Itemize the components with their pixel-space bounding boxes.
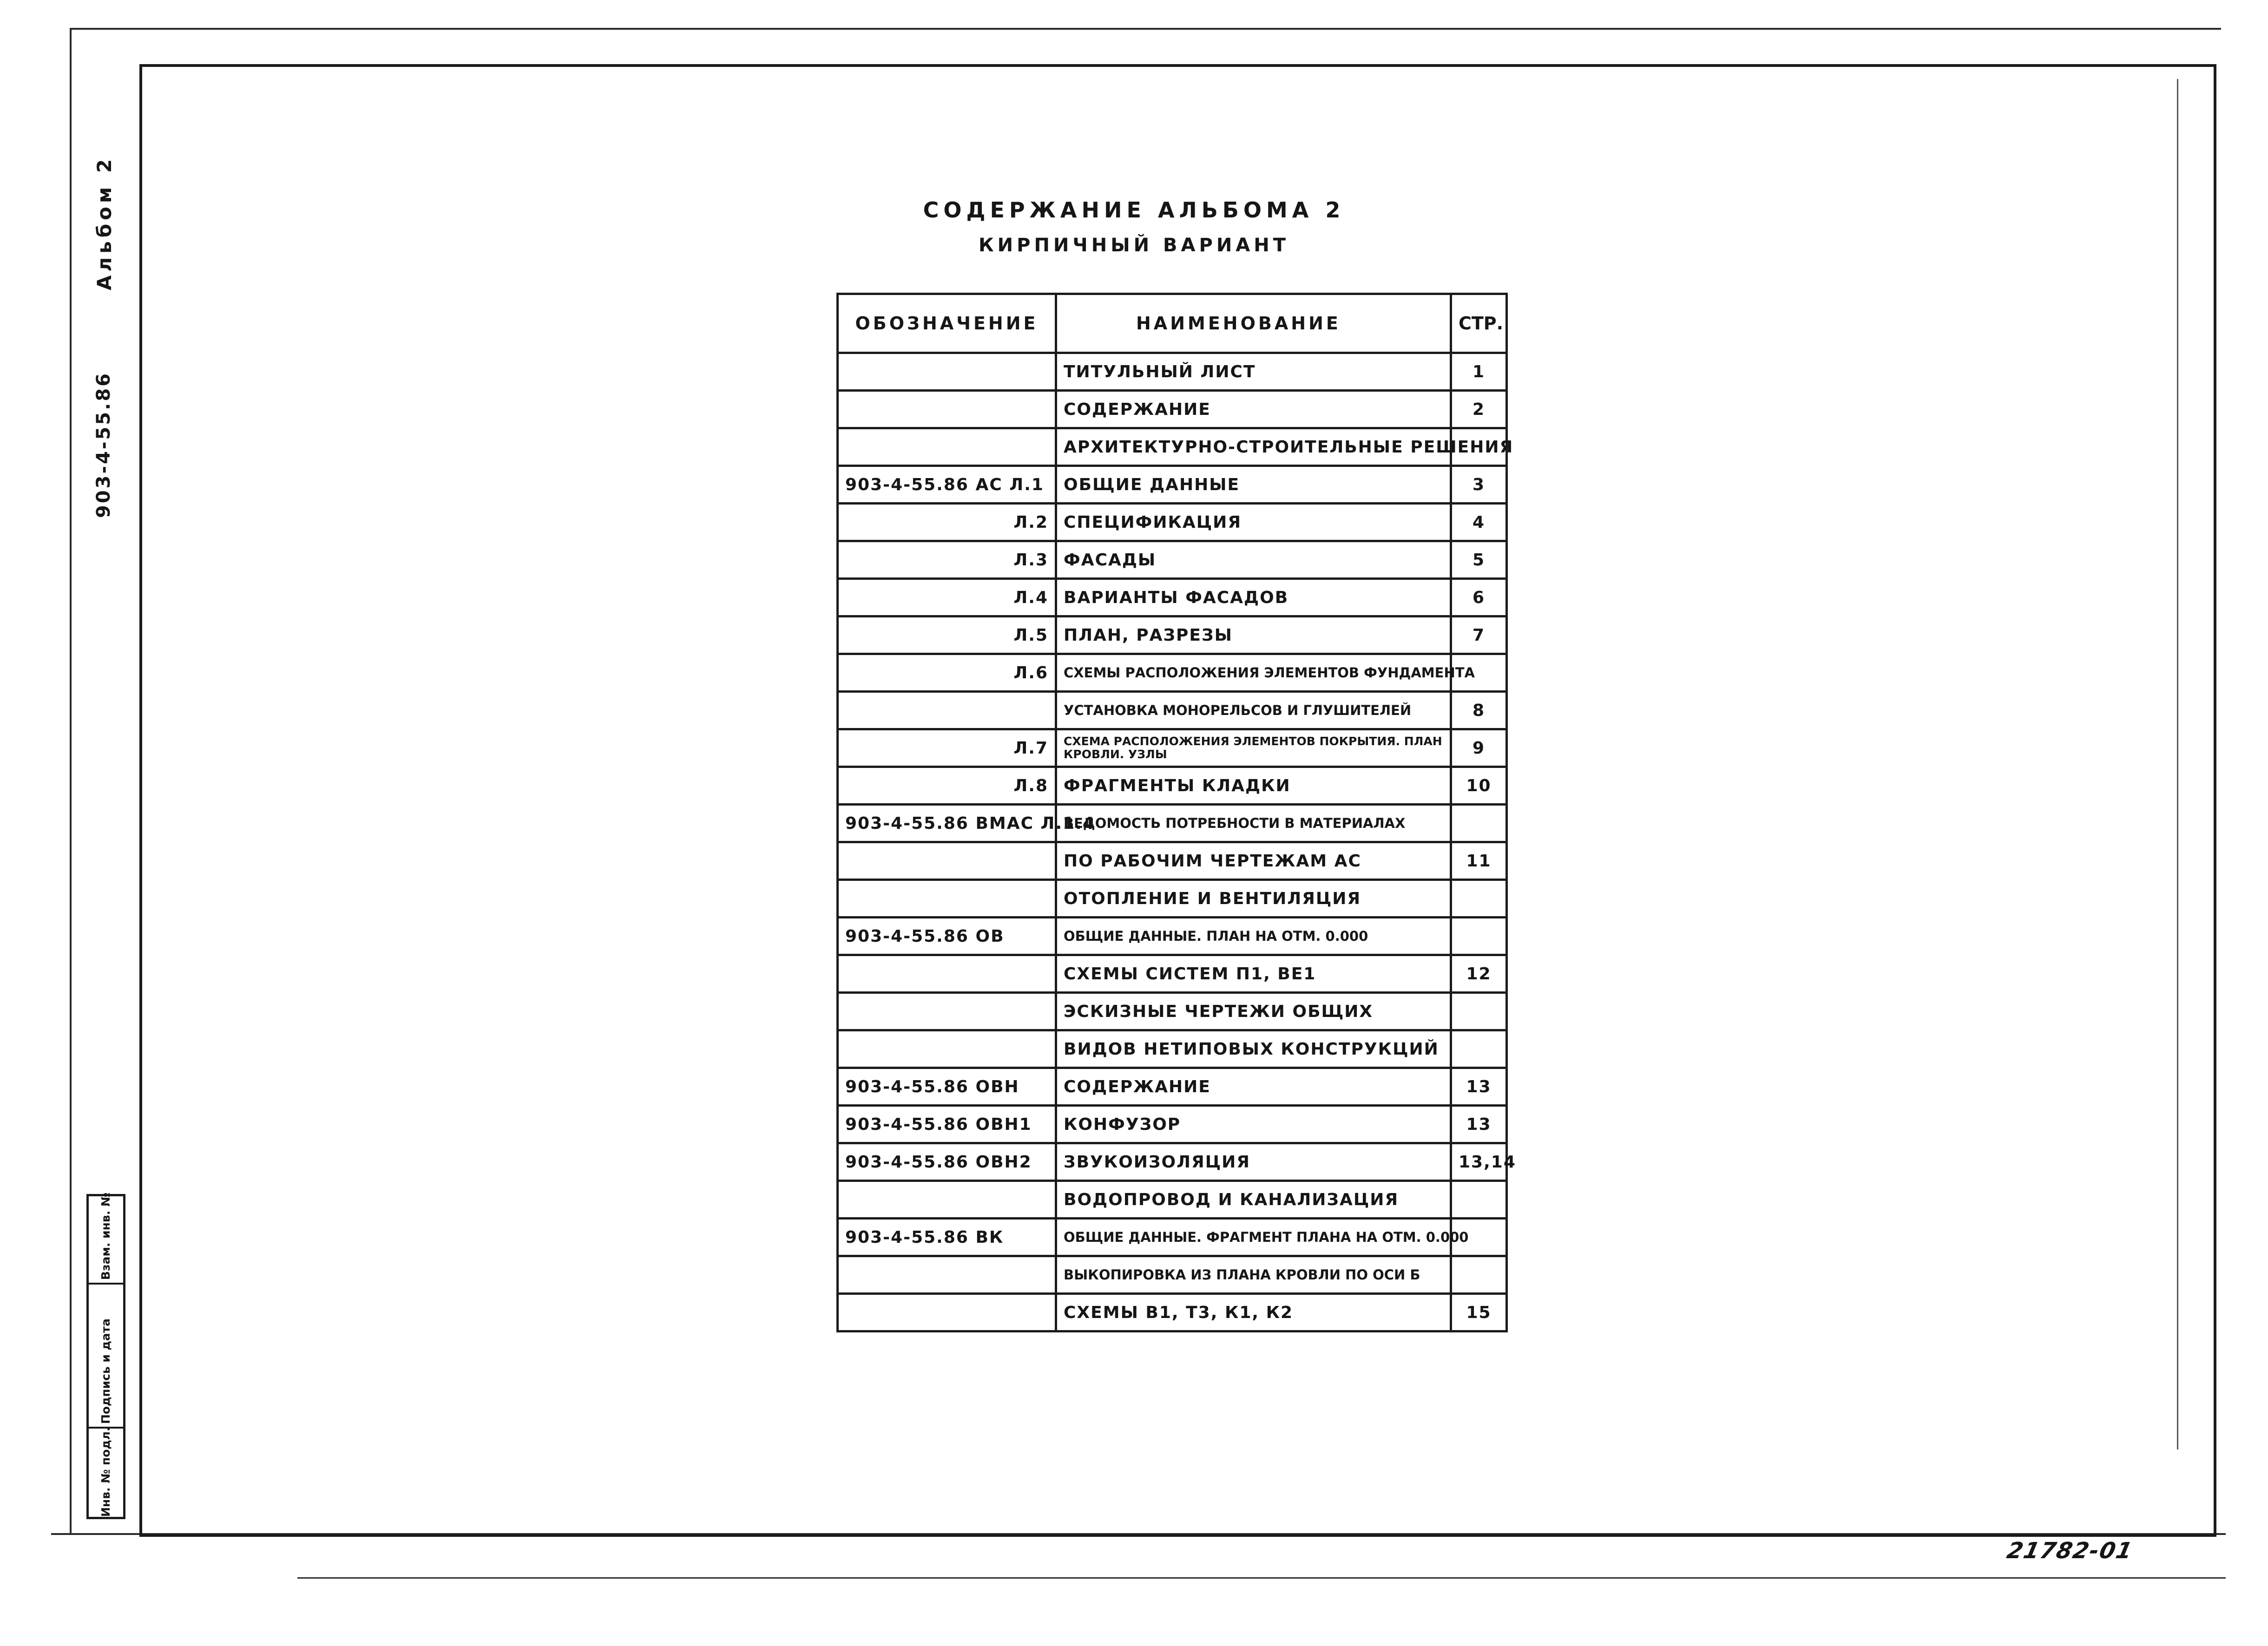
header-designation: ОБОЗНАЧЕНИЕ — [838, 294, 1056, 353]
left-stamp — [86, 1194, 125, 1519]
row-page: 9 — [1451, 729, 1507, 767]
table-row — [838, 1294, 1507, 1331]
row-name: ВИДОВ НЕТИПОВЫХ КОНСТРУКЦИЙ — [1056, 1030, 1451, 1068]
table-row — [838, 391, 1507, 428]
row-name: ТИТУЛЬНЫЙ ЛИСТ — [1056, 353, 1451, 391]
row-designation: 903-4-55.86 АС Л.1 — [838, 466, 1056, 504]
header-name: НАИМЕНОВАНИЕ — [1056, 294, 1451, 353]
row-page: 1 — [1451, 353, 1507, 391]
row-name: ОБЩИЕ ДАННЫЕ. ПЛАН НА ОТМ. 0.000 — [1056, 918, 1451, 955]
table-row — [838, 466, 1507, 504]
row-designation — [838, 842, 1056, 880]
table-row — [838, 541, 1507, 579]
row-name: ЗВУКОИЗОЛЯЦИЯ — [1056, 1143, 1451, 1181]
row-page: 2 — [1451, 391, 1507, 428]
row-page: 7 — [1451, 616, 1507, 654]
row-name: СХЕМЫ РАСПОЛОЖЕНИЯ ЭЛЕМЕНТОВ ФУНДАМЕНТА — [1056, 654, 1451, 692]
inventory-number: 21782-01 — [2005, 1538, 2136, 1564]
row-page: 13 — [1451, 1106, 1507, 1143]
table-row — [838, 654, 1507, 692]
row-designation — [838, 353, 1056, 391]
stamp-col3: Взам. инв. № — [99, 1193, 112, 1280]
table-body — [838, 353, 1516, 1331]
row-designation — [838, 955, 1056, 993]
row-name: СХЕМА РАСПОЛОЖЕНИЯ ЭЛЕМЕНТОВ ПОКРЫТИЯ. ПЛАН КРОВЛИ. УЗЛЫ — [1056, 729, 1451, 767]
contents-table — [836, 293, 1516, 1332]
row-designation: Л.2 — [838, 504, 1056, 541]
row-page: 10 — [1451, 767, 1507, 805]
side-label-code: 903-4-55.86 — [93, 371, 114, 518]
row-name: АРХИТЕКТУРНО-СТРОИТЕЛЬНЫЕ РЕШЕНИЯ — [1056, 428, 1451, 466]
row-page: 11 — [1451, 842, 1507, 880]
row-designation: Л.5 — [838, 616, 1056, 654]
row-page — [1451, 1030, 1507, 1068]
row-name: СОДЕРЖАНИЕ — [1056, 1068, 1451, 1106]
row-page: 12 — [1451, 955, 1507, 993]
row-page — [1451, 1181, 1507, 1219]
table-row — [838, 579, 1507, 616]
row-designation — [838, 1030, 1056, 1068]
row-designation: Л.3 — [838, 541, 1056, 579]
table-row — [838, 504, 1507, 541]
row-page — [1451, 880, 1507, 918]
table-row — [838, 993, 1507, 1030]
row-designation — [838, 1181, 1056, 1219]
stamp-col2: Подпись и дата — [99, 1318, 112, 1424]
row-designation: 903-4-55.86 ОВН1 — [838, 1106, 1056, 1143]
table-row — [838, 616, 1507, 654]
table-row — [838, 1030, 1507, 1068]
table-row — [838, 1219, 1507, 1256]
row-page: 4 — [1451, 504, 1507, 541]
row-page — [1451, 1256, 1507, 1294]
table-row — [838, 767, 1507, 805]
table-row — [838, 1068, 1507, 1106]
table-row — [838, 842, 1507, 880]
table-row — [838, 1143, 1507, 1181]
table-row — [838, 918, 1507, 955]
row-page: 15 — [1451, 1294, 1507, 1331]
trim-line-bottom-outer — [297, 1577, 2226, 1579]
row-name: СОДЕРЖАНИЕ — [1056, 391, 1451, 428]
side-label-album: Альбом 2 — [93, 155, 116, 290]
row-name: ОБЩИЕ ДАННЫЕ. ФРАГМЕНТ ПЛАНА НА ОТМ. 0.000 — [1056, 1219, 1451, 1256]
row-page — [1451, 805, 1507, 842]
table-row — [838, 955, 1507, 993]
row-designation: 903-4-55.86 ВК — [838, 1219, 1056, 1256]
row-designation: Л.6 — [838, 654, 1056, 692]
header-page: СТР. — [1451, 294, 1507, 353]
stamp-col1: Инв. № подл. — [99, 1427, 112, 1517]
row-name: ПО РАБОЧИМ ЧЕРТЕЖАМ АС — [1056, 842, 1451, 880]
row-name: СХЕМЫ СИСТЕМ П1, ВЕ1 — [1056, 955, 1451, 993]
row-designation: 903-4-55.86 ВМАС Л.1.4 — [838, 805, 1056, 842]
table-row — [838, 729, 1507, 767]
row-name: ПЛАН, РАЗРЕЗЫ — [1056, 616, 1451, 654]
row-designation: 903-4-55.86 ОВ — [838, 918, 1056, 955]
row-name: ЭСКИЗНЫЕ ЧЕРТЕЖИ ОБЩИХ — [1056, 993, 1451, 1030]
table-row — [838, 353, 1507, 391]
row-designation: Л.7 — [838, 729, 1056, 767]
row-designation — [838, 391, 1056, 428]
table-header-row — [838, 294, 1507, 353]
row-name: КОНФУЗОР — [1056, 1106, 1451, 1143]
table-row — [838, 1256, 1507, 1294]
row-page: 3 — [1451, 466, 1507, 504]
row-name: ОТОПЛЕНИЕ И ВЕНТИЛЯЦИЯ — [1056, 880, 1451, 918]
table-row — [838, 880, 1507, 918]
table-row — [838, 1181, 1507, 1219]
row-name: ВЫКОПИРОВКА ИЗ ПЛАНА КРОВЛИ ПО ОСИ Б — [1056, 1256, 1451, 1294]
table-row — [838, 1106, 1507, 1143]
row-designation: 903-4-55.86 ОВН2 — [838, 1143, 1056, 1181]
row-name: ВОДОПРОВОД И КАНАЛИЗАЦИЯ — [1056, 1181, 1451, 1219]
row-page: 8 — [1451, 692, 1507, 729]
row-name: ВАРИАНТЫ ФАСАДОВ — [1056, 579, 1451, 616]
table-row — [838, 428, 1507, 466]
row-page: 13 — [1451, 1068, 1507, 1106]
row-designation: Л.8 — [838, 767, 1056, 805]
page-subtitle: КИРПИЧНЫЙ ВАРИАНТ — [978, 235, 1290, 256]
row-designation — [838, 1294, 1056, 1331]
row-page: 5 — [1451, 541, 1507, 579]
row-designation — [838, 428, 1056, 466]
row-designation — [838, 993, 1056, 1030]
trim-line-top — [70, 28, 2221, 30]
row-name: СПЕЦИФИКАЦИЯ — [1056, 504, 1451, 541]
row-name: ФРАГМЕНТЫ КЛАДКИ — [1056, 767, 1451, 805]
row-page — [1451, 993, 1507, 1030]
row-name: ФАСАДЫ — [1056, 541, 1451, 579]
row-designation: Л.4 — [838, 579, 1056, 616]
row-name: УСТАНОВКА МОНОРЕЛЬСОВ И ГЛУШИТЕЛЕЙ — [1056, 692, 1451, 729]
row-page: 6 — [1451, 579, 1507, 616]
row-page — [1451, 918, 1507, 955]
row-designation — [838, 692, 1056, 729]
row-name: СХЕМЫ В1, Т3, К1, К2 — [1056, 1294, 1451, 1331]
row-name: ВЕДОМОСТЬ ПОТРЕБНОСТИ В МАТЕРИАЛАХ — [1056, 805, 1451, 842]
row-designation — [838, 880, 1056, 918]
table-row — [838, 692, 1507, 729]
page-title: СОДЕРЖАНИЕ АЛЬБОМА 2 — [923, 197, 1345, 223]
row-designation: 903-4-55.86 ОВН — [838, 1068, 1056, 1106]
row-page: 13,14 — [1451, 1143, 1507, 1181]
table-row — [838, 805, 1507, 842]
row-designation — [838, 1256, 1056, 1294]
row-name: ОБЩИЕ ДАННЫЕ — [1056, 466, 1451, 504]
